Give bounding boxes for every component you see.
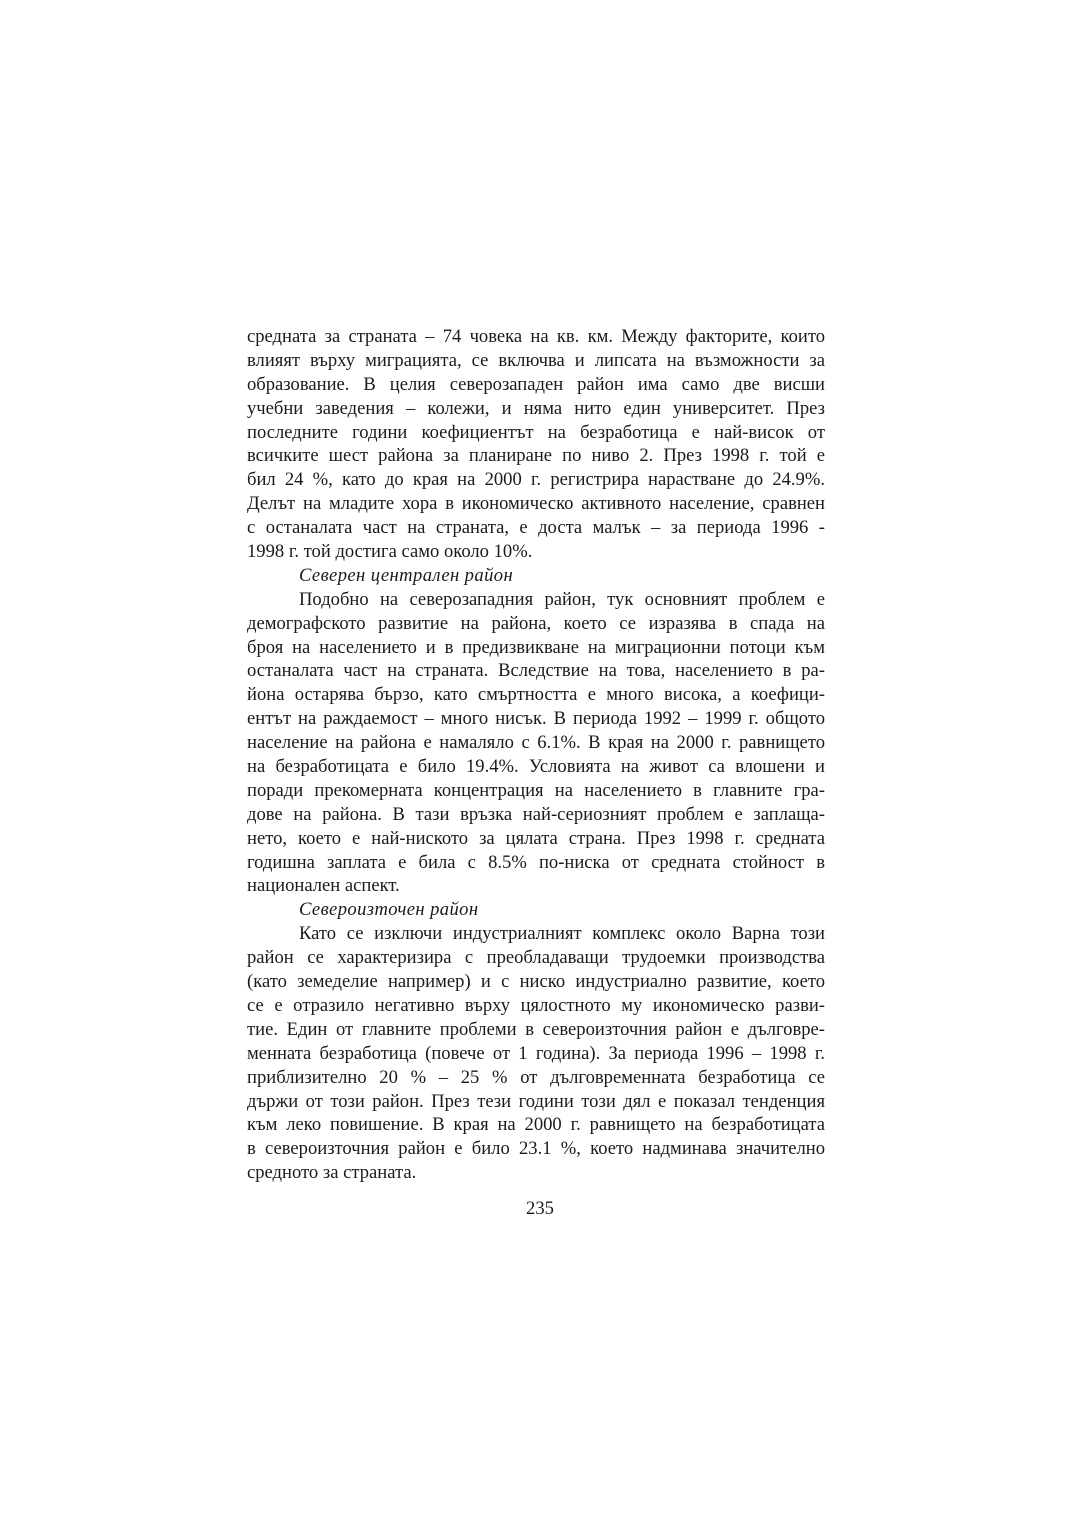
text-line: Делът на младите хора в икономическо активното население, сравнен xyxy=(247,493,825,515)
text-line: в североизточния район е било 23.1 %, което надминава значително xyxy=(247,1138,825,1160)
paragraph-1 xyxy=(247,325,825,564)
text-line: всичките шест района за планиране по ниво 2. През 1998 г. той е xyxy=(247,445,825,467)
section-heading-north-east: Североизточен район xyxy=(299,899,479,921)
text-line: Подобно на северозападния район, тук основният проблем е xyxy=(299,588,825,610)
text-line: национален аспект. xyxy=(247,875,400,897)
text-line: тие. Един от главните проблеми в североизточния район е дълговре- xyxy=(247,1018,825,1040)
text-line: демографското развитие на района, което се изразява в спада на xyxy=(247,612,825,634)
text-line: с останалата част на страната, е доста малък – за периода 1996 - xyxy=(247,517,825,539)
text-line: на безработицата е било 19.4%. Условията на живот са влошени и xyxy=(247,756,825,778)
section-heading-north-central: Северен централен район xyxy=(299,564,514,586)
text-line: останалата част на страната. Вследствие на това, населението в ра- xyxy=(247,660,825,682)
text-line: нето, което е най-ниското за цялата страна. През 1998 г. средната xyxy=(247,827,825,849)
text-line: дове на района. В тази връзка най-сериозният проблем е заплаща- xyxy=(247,803,825,825)
text-line: държи от този район. През тези години този дял е показал тенденция xyxy=(247,1090,825,1112)
text-line: Като се изключи индустриалният комплекс около Варна този xyxy=(299,923,825,945)
text-line: влияят върху миграцията, се включва и липсата на възможности за xyxy=(247,349,825,371)
body-text xyxy=(247,325,825,1185)
text-line: йона остарява бързо, като смъртността е много висока, а коефици- xyxy=(247,684,825,706)
paragraph-3 xyxy=(247,922,825,1185)
text-line: поради прекомерната концентрация на населението в главните гра- xyxy=(247,779,825,801)
text-line: население на района е намаляло с 6.1%. В края на 2000 г. равнището xyxy=(247,732,825,754)
text-line: (като земеделие например) и с ниско индустриално развитие, което xyxy=(247,971,825,993)
text-line: годишна заплата е била с 8.5% по-ниска от средната стойност в xyxy=(247,851,825,873)
text-line: към леко повишение. В края на 2000 г. равнището на безработицата xyxy=(247,1114,825,1136)
text-line: образование. В целия северозападен район има само две висши xyxy=(247,373,825,395)
text-line: район се характеризира с преобладаващи трудоемки производства xyxy=(247,947,825,969)
page-number: 235 xyxy=(526,1198,554,1219)
text-line: последните години коефициентът на безработица е най-висок от xyxy=(247,421,825,443)
text-line: ентът на раждаемост – много нисък. В периода 1992 – 1999 г. общото xyxy=(247,708,825,730)
text-line: средната за страната – 74 човека на кв. км. Между факторите, които xyxy=(247,326,825,347)
text-line: средното за страната. xyxy=(247,1162,417,1184)
text-line: броя на населението и в предизвикване на миграционни потоци към xyxy=(247,636,825,658)
text-line: се е отразило негативно върху цялостното му икономическо разви- xyxy=(247,994,825,1016)
text-line: 1998 г. той достига само около 10%. xyxy=(247,541,533,563)
text-line: приблизително 20 % – 25 % от дълговременната безработица се xyxy=(247,1066,825,1088)
paragraph-2 xyxy=(247,588,825,899)
text-line: бил 24 %, като до края на 2000 г. регистрира нарастване до 24.9%. xyxy=(247,469,825,491)
text-line: менната безработица (повече от 1 година). За периода 1996 – 1998 г. xyxy=(247,1042,825,1064)
text-line: учебни заведения – колежи, и няма нито един университет. През xyxy=(247,397,825,419)
